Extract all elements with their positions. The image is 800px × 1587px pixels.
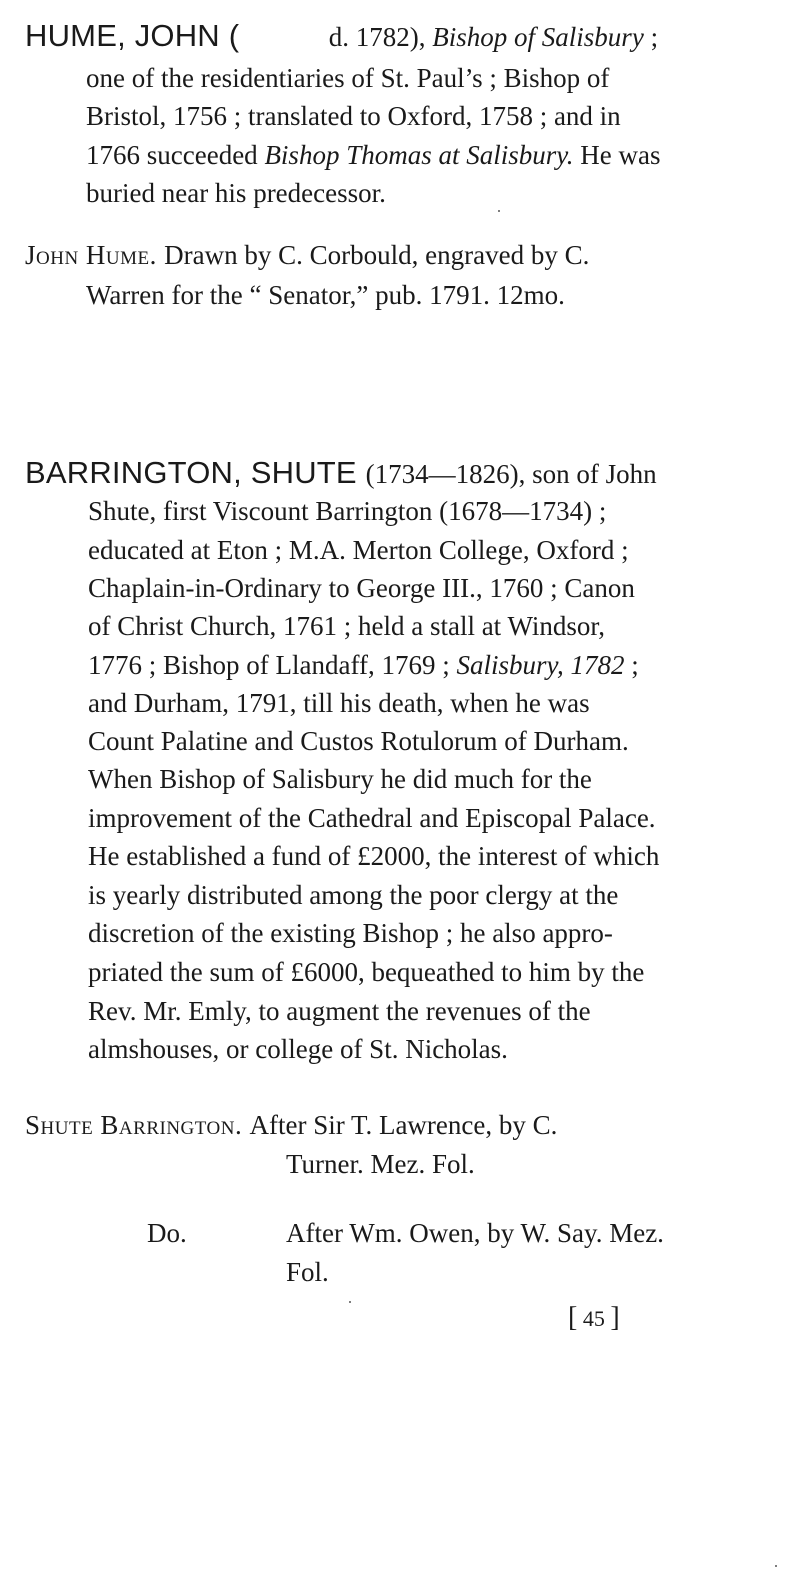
entry-text-line: and Durham, 1791, till his death, when he was	[88, 688, 590, 718]
entry-heading-line	[25, 455, 800, 492]
entry-text-line: improvement of the Cathedral and Episcopal Palace.	[88, 803, 656, 833]
portrait-line: John Hume. Drawn by C. Corbould, engraved by C.	[25, 240, 590, 270]
entry-text-line: Rev. Mr. Emly, to augment the revenues of the	[88, 996, 591, 1026]
entry-text-line: educated at Eton ; M.A. Merton College, Oxford ;	[88, 535, 629, 565]
entry-heading-line: HUME, JOHN ( d. 1782), Bishop of Salisbury ;	[25, 18, 659, 53]
entry-text-line: priated the sum of £6000, bequeathed to him by the	[88, 957, 645, 987]
entry-dates: d. 1782),	[328, 22, 433, 52]
entry-office: Bishop of Salisbury	[432, 22, 651, 52]
entry-text-line: Chaplain-in-Ordinary to George III., 1760 ; Canon	[88, 573, 635, 603]
entry-text-line: When Bishop of Salisbury he did much for the	[88, 764, 592, 794]
entry-text-line: 1776 ; Bishop of Llandaff, 1769 ; Salisbury, 1782 ;	[88, 650, 639, 680]
entry-text-line: He established a fund of £2000, the interest of which	[88, 841, 660, 871]
entry-text-line: 1766 succeeded Bishop Thomas at Salisbury. He was	[86, 140, 661, 170]
entry-text-line: buried near his predecessor.	[86, 178, 386, 208]
portrait-line: Fol.	[286, 1257, 329, 1287]
portrait-line: Warren for the “ Senator,” pub. 1791. 12mo.	[86, 280, 565, 310]
portrait-line: Shute Barrington. After Sir T. Lawrence, by C.	[25, 1110, 558, 1140]
entry-text-line: one of the residentiaries of St. Paul’s ; Bishop of	[86, 63, 610, 93]
entry-name: HUME, JOHN (	[25, 18, 249, 53]
entry-name: BARRINGTON, SHUTE	[25, 455, 366, 490]
scan-speck	[775, 1565, 777, 1567]
portrait-sitter: Shute Barrington.	[25, 1110, 250, 1140]
entry-dates: (1734—1826), son of John	[365, 459, 657, 489]
portrait-line: After Wm. Owen, by W. Say. Mez.	[286, 1218, 664, 1248]
portrait-ditto: Do.	[147, 1218, 187, 1248]
entry-text-line: of Christ Church, 1761 ; held a stall at Windsor,	[88, 611, 606, 641]
entry-text-line: Bristol, 1756 ; translated to Oxford, 1758 ; and in	[86, 101, 621, 131]
entry-text-line: almshouses, or college of St. Nicholas.	[88, 1034, 508, 1064]
entry-text-line: discretion of the existing Bishop ; he also appro-	[88, 918, 613, 948]
portrait-line: Turner. Mez. Fol.	[286, 1149, 475, 1179]
entry-text-line: Count Palatine and Custos Rotulorum of Durham.	[88, 726, 629, 756]
scan-speck	[498, 210, 500, 212]
page-number: [ 45 ]	[568, 1302, 620, 1333]
portrait-sitter: John Hume.	[25, 240, 165, 270]
entry-text-line: is yearly distributed among the poor clergy at the	[88, 880, 619, 910]
scan-speck	[349, 1301, 351, 1303]
entry-text-line: Shute, first Viscount Barrington (1678—1734) ;	[88, 496, 607, 526]
